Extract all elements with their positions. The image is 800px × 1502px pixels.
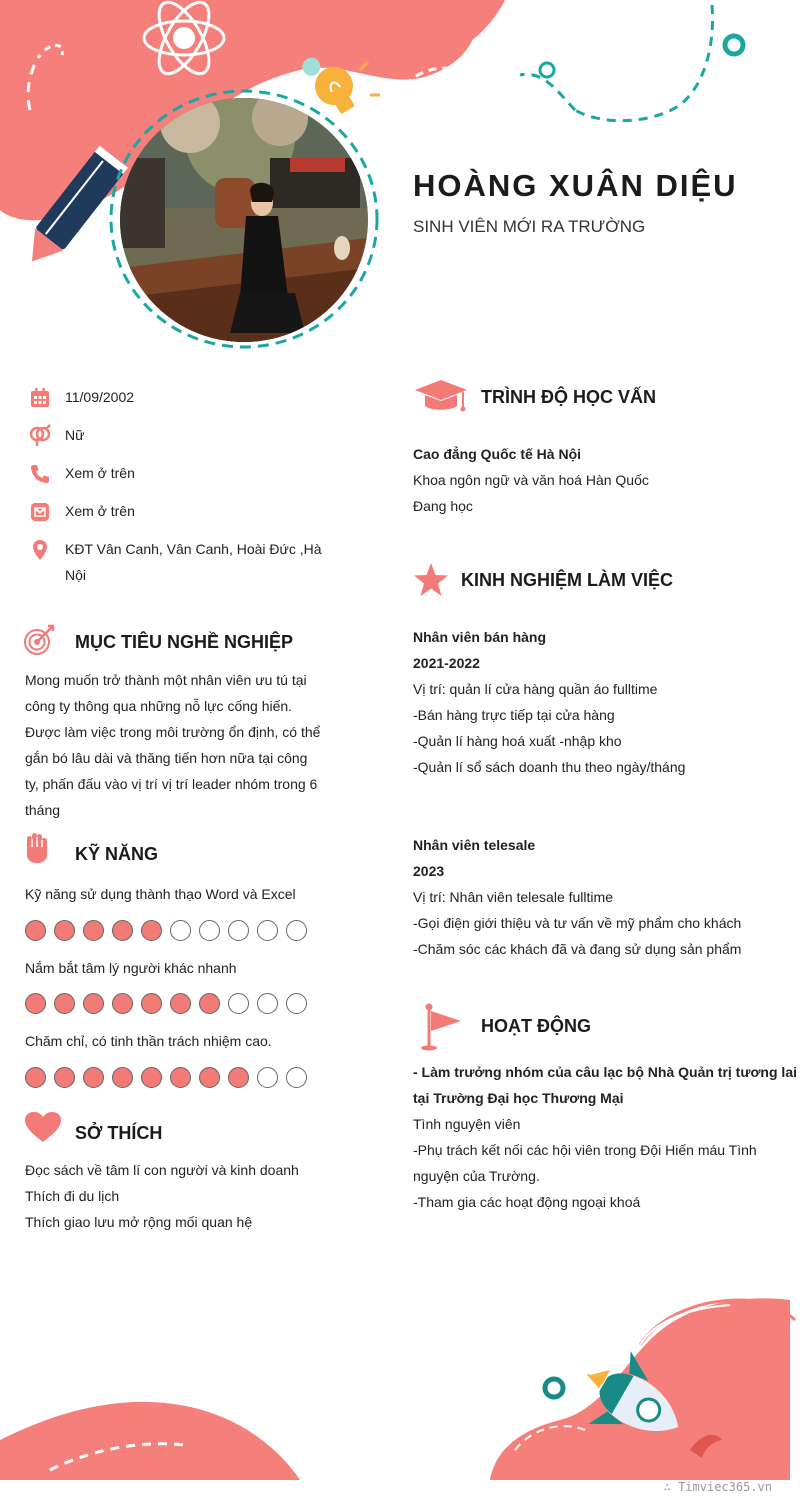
rating-dot-empty (286, 1067, 307, 1088)
heart-icon (24, 1111, 62, 1143)
rating-dot-filled (141, 1067, 162, 1088)
skill-rating (25, 993, 307, 1014)
footer-decoration (0, 1270, 800, 1480)
target-icon (22, 623, 56, 657)
rating-dot-filled (54, 1067, 75, 1088)
education-heading: TRÌNH ĐỘ HỌC VẤN (481, 387, 656, 407)
flag-icon (420, 1003, 464, 1051)
rating-dot-empty (257, 993, 278, 1014)
rating-dot-filled (25, 993, 46, 1014)
hobbies-heading: SỞ THÍCH (75, 1123, 163, 1143)
star-icon (413, 562, 449, 598)
rating-dot-filled (112, 993, 133, 1014)
gender-row (28, 424, 328, 448)
skill-label: Nắm bắt tâm lý người khác nhanh (25, 960, 237, 976)
rating-dot-filled (199, 1067, 220, 1088)
skills-heading: KỸ NĂNG (75, 844, 159, 864)
skill-rating (25, 1067, 307, 1088)
rating-dot-filled (141, 993, 162, 1014)
phone-icon (28, 462, 52, 486)
rating-dot-filled (83, 920, 104, 941)
address-text: KĐT Vân Canh, Vân Canh, Hoài Đức ,Hà Nội (65, 541, 322, 583)
calendar-icon (28, 386, 52, 410)
education-text: Cao đẳng Quốc tế Hà Nội Khoa ngôn ngữ và văn hoá Hàn Quốc Đang học (413, 441, 649, 519)
address-row (28, 538, 328, 588)
rating-dot-filled (199, 993, 220, 1014)
gender-icon (28, 424, 52, 448)
rating-dot-filled (170, 1067, 191, 1088)
rating-dot-filled (170, 993, 191, 1014)
school-name: Cao đẳng Quốc tế Hà Nội (413, 446, 582, 462)
birthday-text: 11/09/2002 (65, 389, 135, 405)
rating-dot-filled (83, 993, 104, 1014)
fist-icon (24, 831, 50, 865)
watermark: ∴ Timviec365.vn (663, 1480, 772, 1494)
skill-label: Kỹ năng sử dụng thành thạo Word và Excel (25, 886, 296, 902)
graduation-cap-icon (413, 378, 469, 414)
rating-dot-empty (257, 1067, 278, 1088)
email-icon (28, 500, 52, 524)
rating-dot-empty (228, 920, 249, 941)
job-entry: Nhân viên bán hàng 2021-2022 Vị trí: quản lí cửa hàng quần áo fulltime -Bán hàng trực tiếp tại cửa hàng -Quản lí hàng hoá xuất -nhập kho -Quản lí sổ sách doanh thu theo ngày/tháng (413, 629, 686, 775)
location-icon (28, 538, 52, 562)
candidate-title: SINH VIÊN MỚI RA TRƯỜNG (413, 217, 646, 236)
profile-photo (120, 98, 368, 342)
activities-heading: HOẠT ĐỘNG (481, 1016, 591, 1036)
rating-dot-empty (257, 920, 278, 941)
rating-dot-filled (54, 920, 75, 941)
job-entry: Nhân viên telesale 2023 Vị trí: Nhân viên telesale fulltime -Gọi điện giới thiệu và tư vấn về mỹ phẩm cho khách -Chăm sóc các khách đã và đang sử dụng sản phẩm (413, 837, 742, 957)
rating-dot-empty (286, 920, 307, 941)
email-row (28, 500, 328, 524)
rating-dot-filled (25, 920, 46, 941)
rating-dot-empty (170, 920, 191, 941)
rating-dot-empty (286, 993, 307, 1014)
birthday-row (28, 386, 328, 410)
phone-text: Xem ở trên (65, 465, 135, 481)
rating-dot-filled (54, 993, 75, 1014)
profile-photo-frame (108, 88, 380, 350)
rating-dot-filled (83, 1067, 104, 1088)
rating-dot-filled (112, 920, 133, 941)
skill-rating (25, 920, 307, 941)
gender-text: Nữ (65, 427, 85, 443)
activities-text: - Làm trưởng nhóm của câu lạc bộ Nhà Quản trị tương lai tại Trường Đại học Thương Mại Tình nguyện viên -Phụ trách kết nối các hội viên trong Đội Hiến máu Tình nguyện của Trường. -Tham gia các hoạt động ngoại khoá (413, 1064, 797, 1210)
email-text: Xem ở trên (65, 503, 135, 519)
objective-text: Mong muốn trở thành một nhân viên ưu tú tại công ty thông qua những nỗ lực cống hiến. Được làm việc trong môi trường ổn định, có thể gắn bó lâu dài và thăng tiến hơn nữa tại công ty, phấn đấu vào vị trí vị trí leader nhóm trong 6 tháng (25, 672, 321, 818)
objective-heading: MỤC TIÊU NGHỀ NGHIỆP (75, 632, 294, 652)
rating-dot-filled (112, 1067, 133, 1088)
rating-dot-filled (228, 1067, 249, 1088)
experience-heading: KINH NGHIỆM LÀM VIỆC (461, 570, 674, 590)
rating-dot-filled (141, 920, 162, 941)
candidate-name: HOÀNG XUÂN DIỆU (413, 168, 738, 203)
rating-dot-empty (228, 993, 249, 1014)
skill-label: Chăm chỉ, có tinh thần trách nhiệm cao. (25, 1033, 272, 1049)
phone-row (28, 462, 328, 486)
rating-dot-filled (25, 1067, 46, 1088)
rating-dot-empty (199, 920, 220, 941)
hobbies-text: Đọc sách về tâm lí con người và kinh doanh Thích đi du lịch Thích giao lưu mở rộng mối quan hệ (25, 1162, 299, 1230)
